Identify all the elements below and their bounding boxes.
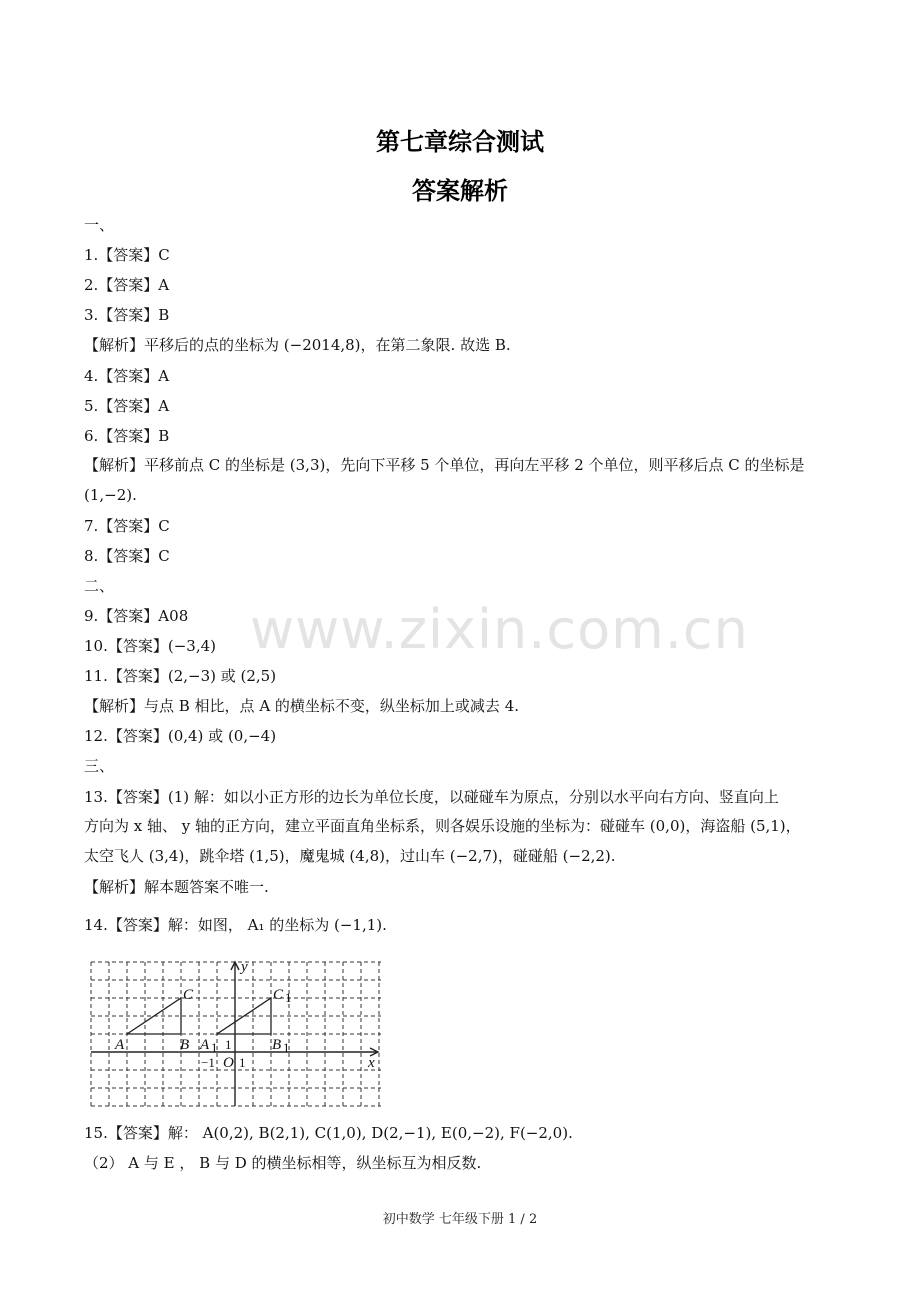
answer-line: 2.【答案】A [84,276,170,294]
answer-line: 11.【答案】(2,−3) 或 (2,5) [84,667,277,685]
analysis-line: (1,−2). [84,486,137,504]
answer-line: 10.【答案】(−3,4) [84,637,216,655]
answer-line: 太空飞人 (3,4)，跳伞塔 (1,5)，魔鬼城 (4,8)，过山车 (−2,7)，碰碰船 (−2,2). [84,847,616,865]
answer-line: 6.【答案】B [84,427,170,445]
label-b: B [180,1037,190,1053]
label-x: x [368,1055,375,1071]
answer-line: 7.【答案】C [84,517,170,535]
answer-line: 8.【答案】C [84,547,170,565]
section-heading-1: 一、 [84,216,115,234]
watermark: www.zixin.com.cn [250,598,749,661]
answer-line: 9.【答案】A08 [84,607,189,625]
subscript-a1: 1 [211,1040,218,1055]
answer-line: （2） A 与 E ， B 与 D 的横坐标相等，纵坐标互为相反数. [84,1154,482,1172]
label-c: C [183,987,194,1003]
answer-line: 13.【答案】(1) 解：如以小正方形的边长为单位长度，以碰碰车为原点，分别以水平向右方向、竖直向上 [84,788,779,806]
label-origin: O [223,1055,234,1071]
coordinate-grid-figure [87,957,385,1109]
analysis-line: 【解析】与点 B 相比，点 A 的横坐标不变，纵坐标加上或减去 4. [84,697,520,715]
answer-line: 4.【答案】A [84,367,170,385]
tick-label-y-1: 1 [225,1037,232,1052]
label-a: A [115,1037,125,1053]
page-footer: 初中数学 七年级下册 1 / 2 [382,1212,538,1227]
analysis-line: 【解析】平移后的点的坐标为 (−2014,8)，在第二象限. 故选 B. [84,336,511,354]
answer-line: 3.【答案】B [84,306,170,324]
section-heading-2: 二、 [84,577,115,595]
subscript-b1: 1 [283,1040,290,1055]
page-title: 第七章综合测试 [376,128,544,156]
answer-line: 12.【答案】(0,4) 或 (0,−4) [84,727,277,745]
analysis-line: 【解析】平移前点 C 的坐标是 (3,3)，先向下平移 5 个单位，再向左平移 2 个单位，则平移后点 C 的坐标是 [84,456,805,474]
label-y: y [241,959,248,975]
tick-label-x-1: 1 [239,1055,246,1070]
answer-line: 方向为 x 轴、 y 轴的正方向，建立平面直角坐标系，则各娱乐设施的坐标为：碰碰车 (0,0)，海盗船 (5,1)， [84,817,801,835]
label-c1: C [273,987,284,1003]
page-subtitle: 答案解析 [412,177,508,205]
analysis-line: 【解析】解本题答案不唯一. [84,878,269,896]
subscript-c1: 1 [285,990,292,1005]
label-b1: B [272,1037,282,1053]
answer-line: 5.【答案】A [84,397,170,415]
answer-line: 14.【答案】解：如图， A₁ 的坐标为 (−1,1). [84,916,387,934]
answer-line: 15.【答案】解： A(0,2), B(2,1), C(1,0), D(2,−1), E(0,−2), F(−2,0). [84,1124,573,1142]
answer-line: 1.【答案】C [84,246,170,264]
section-heading-3: 三、 [84,757,115,775]
tick-label-x-neg1: −1 [201,1055,215,1070]
label-a1: A [200,1037,210,1053]
